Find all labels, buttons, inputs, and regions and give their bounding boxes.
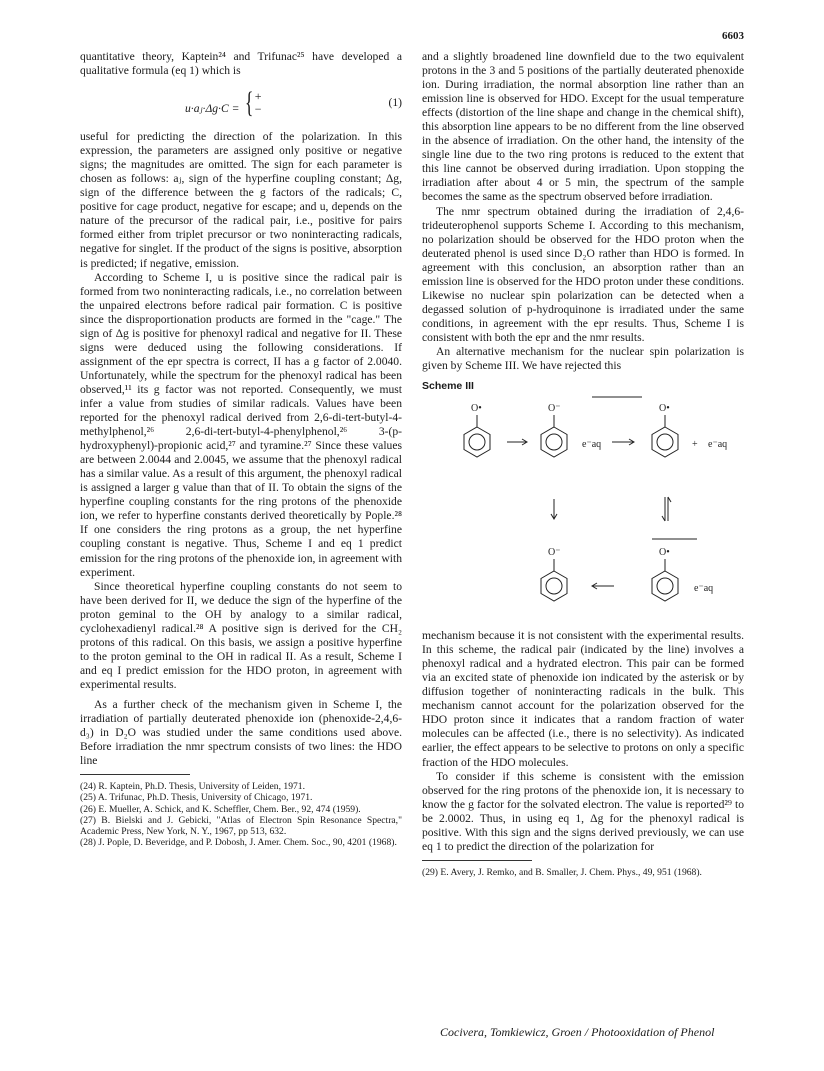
paragraph: As a further check of the mechanism given in Scheme I, the irradiation of partially deuterated phenoxide ion (phenoxide-2,4,6-d₃) in D₂O was studied under the same conditions used above. Before irradiation the nmr spectrum consists of two lines: the HDO line: [80, 697, 402, 768]
reference: (24) R. Kaptein, Ph.D. Thesis, University of Leiden, 1971.: [80, 781, 305, 793]
paragraph: The nmr spectrum obtained during the irradiation of 2,4,6-trideuterophenol supports Scheme I. According to this mechanism, no polarization should be observed for the HDO proton when the deuterated phenol is used since D₂O rather than HDO is formed. In agreement with this conclusion, an absorption rather than an emission line is observed for the HDO proton under these conditions. Likewise no nuclear spin polarization can be detected when a degassed solution of p-hydroquinone is irradiated under the same conditions, in agreement with the epr results. Thus, Scheme I is consistent with both the epr and the nmr results.: [422, 204, 744, 344]
equilibrium-arrows-icon: [662, 497, 671, 521]
scheme-label-eaq: e⁻aq: [708, 439, 728, 451]
reference: (26) E. Mueller, A. Schick, and K. Scheffler, Chem. Ber., 92, 474 (1959).: [80, 803, 361, 815]
phenoxyl-radical-ring-2: [652, 415, 678, 457]
phenoxyl-radical-ring-bottom: [652, 559, 678, 601]
references: [80, 781, 402, 848]
arrow-right-icon: [507, 439, 527, 445]
paragraph: Since theoretical hyperfine coupling constants do not seem to have been derived for II, we deduce the sign of the hyperfine of the proton geminal to the OH by analogy to a similar radical, cyclohexadienyl radical.²⁸ A positive sign is derived for the CH₂ protons of this radical. On this basis, we assign a positive hyperfine to the proton geminal to the OH in radical II. As a result, Scheme I and eq I predict emission for the HDO proton, in agreement with experimental results.: [80, 579, 402, 691]
paragraph: An alternative mechanism for the nuclear spin polarization is given by Scheme III. We have rejected this: [422, 344, 744, 373]
footnote-divider: [422, 860, 532, 861]
page-number: 6603: [722, 30, 744, 42]
reference: (28) J. Pople, D. Beveridge, and P. Dobosh, J. Amer. Chem. Soc., 90, 4201 (1968).: [80, 837, 397, 849]
scheme-label-eaq: e⁻aq: [694, 583, 714, 595]
paragraph: quantitative theory, Kaptein²⁴ and Trifunac²⁵ have developed a qualitative formula (eq 1) which is: [80, 50, 402, 78]
phenoxide-ring: [541, 415, 567, 457]
scheme-label-o-radical: O•: [659, 403, 670, 415]
equation-number: (1): [388, 96, 402, 110]
phenoxide-ring-bottom: [541, 559, 567, 601]
scheme-label-o-radical: O•: [471, 403, 482, 415]
equation-plus: +: [254, 89, 262, 104]
scheme-label-o-minus: O⁻: [548, 547, 561, 559]
scheme-label-o-radical: O•: [659, 547, 670, 559]
footnote-divider: [80, 774, 190, 775]
right-column: [422, 50, 744, 878]
scheme-iii: [422, 379, 744, 619]
paragraph: and a slightly broadened line downfield due to the two equivalent protons in the 3 and 5 positions of the partially deuterated phenoxide ion. During irradiation, the normal absorption line rather than an emission line is observed for HDO. Except for the usual temperature effects (distortion of the line shape and change in the chemical shift), this absorption line appears to be no different from the line observed in the absence of irradiation. On the other hand, the intensity of the single line due to the two ring protons is reduced to the extent that this line cannot be observed during irradiation. Upon stopping the irradiation after about 4 or 5 min, the spectrum of the sample becomes the same as the spectrum observed before irradiation.: [422, 50, 744, 204]
scheme-label-o-minus: O⁻: [548, 403, 561, 415]
reference: (29) E. Avery, J. Remko, and B. Smaller, J. Chem. Phys., 49, 951 (1968).: [422, 866, 702, 878]
paragraph: To consider if this scheme is consistent with the emission observed for the ring protons of the phenoxide ion, it is necessary to know the g factor for the solvated electron. The value is reported²⁹ to be 2.0002. Thus, in using eq 1, Δg for the phenoxyl radical is positive. With this sign and the signs derived previously, we can use eq 1 to predict the direction of the polarization for: [422, 769, 744, 853]
paragraph: mechanism because it is not consistent with the experimental results. In this scheme, the radical pair (indicated by the line) involves a phenoxyl radical and a hydrated electron. This pair can be formed via an excited state of phenoxide ion indicated by the asterisk or by diffusion together of noninteracting radicals in the bulk. This mechanism cannot account for the polarization observed for the HDO proton since it indicates that a random fraction of water molecules can be affected (i.e., there is no selectivity). As indicated earlier, the effect appears to be selective to protons on only a specific fraction of the HDO molecules.: [422, 629, 744, 769]
phenoxyl-radical-ring: [464, 415, 490, 457]
reference: (27) B. Bielski and J. Gebicki, "Atlas of Electron Spin Resonance Spectra," Academic Press, New York, N. Y., 1967, pp 513, 632.: [80, 814, 402, 838]
scheme-label-eaq: e⁻aq: [582, 439, 602, 451]
reference: (25) A. Trifunac, Ph.D. Thesis, University of Chicago, 1971.: [80, 792, 313, 804]
arrow-down-icon: [551, 499, 557, 519]
equation-1: [80, 88, 402, 118]
paragraph: According to Scheme I, u is positive since the radical pair is formed from two noninteracting radicals, i.e., no correlation between the unpaired electrons before radical pair formation. C is positive since the disproportionation products are formed in the "cage." The sign of Δg is positive for phenoxyl radical and negative for II. These signs were deduced using the following considerations. If assignment of the epr spectra is correct, II has a g factor of 2.0040. Unfortunately, while the spectrum for the phenoxyl radical has been observed,¹¹ its g factor was not reported. Consequently, we must infer a value from studies of similar radicals. Values have been reported for the phenoxyl radical derived from 2,6-di-tert-butyl-4-methylphenol,²⁶ 2,6-di-tert-butyl-4-phenylphenol,²⁶ 3-(p-hydroxyphenyl)-propionic acid,²⁷ and tyramine.²⁷ Since these values are between 2.0044 and 2.0045, we assume that the phenoxyl radical has a similar value. As a result of this argument, the phenoxyl radical is assigned a larger g value than that of II. To obtain the signs of the hyperfine coupling constants for the ring protons of the phenoxide ion, we refer to hyperfine constants derived theoretically by Pople.²⁸ If one considers the ring protons as a group, the net hyperfine coupling constant is negative. Thus, Scheme I and eq 1 predict emission for the ring protons of the phenoxide ion, in agreement with experiment.: [80, 270, 402, 579]
equation-lhs: u·aⱼ·Δg·C =: [185, 102, 240, 116]
scheme-label-plus: +: [692, 439, 698, 451]
paragraph: useful for predicting the direction of the polarization. In this expression, the parameters are assigned only positive or negative signs; the magnitudes are omitted. The sign for each parameter is chosen as follows: aⱼ, sign of the hyperfine coupling constant; Δg, sign of the difference between the g factors of the radicals; C, positive for cage product, negative for escape; and u, depends on the nature of the precursor of the radical pair, i.e., positive for pairs formed either from triplet precursor or two noninteracting radicals, negative for singlet. If the product of the signs is positive, absorption is predicted; if negative, emission.: [80, 130, 402, 270]
arrow-right-icon: [612, 439, 634, 445]
scheme-title: Scheme III: [422, 380, 474, 393]
scheme-diagram: [422, 379, 744, 619]
references: [422, 867, 744, 878]
arrow-left-icon: [592, 583, 614, 589]
equation-minus: −: [254, 102, 262, 117]
running-footer: Cocivera, Tomkiewicz, Groen / Photooxidation of Phenol: [440, 1025, 715, 1039]
equation-brace: { + −: [245, 86, 262, 120]
left-column: [80, 50, 402, 848]
